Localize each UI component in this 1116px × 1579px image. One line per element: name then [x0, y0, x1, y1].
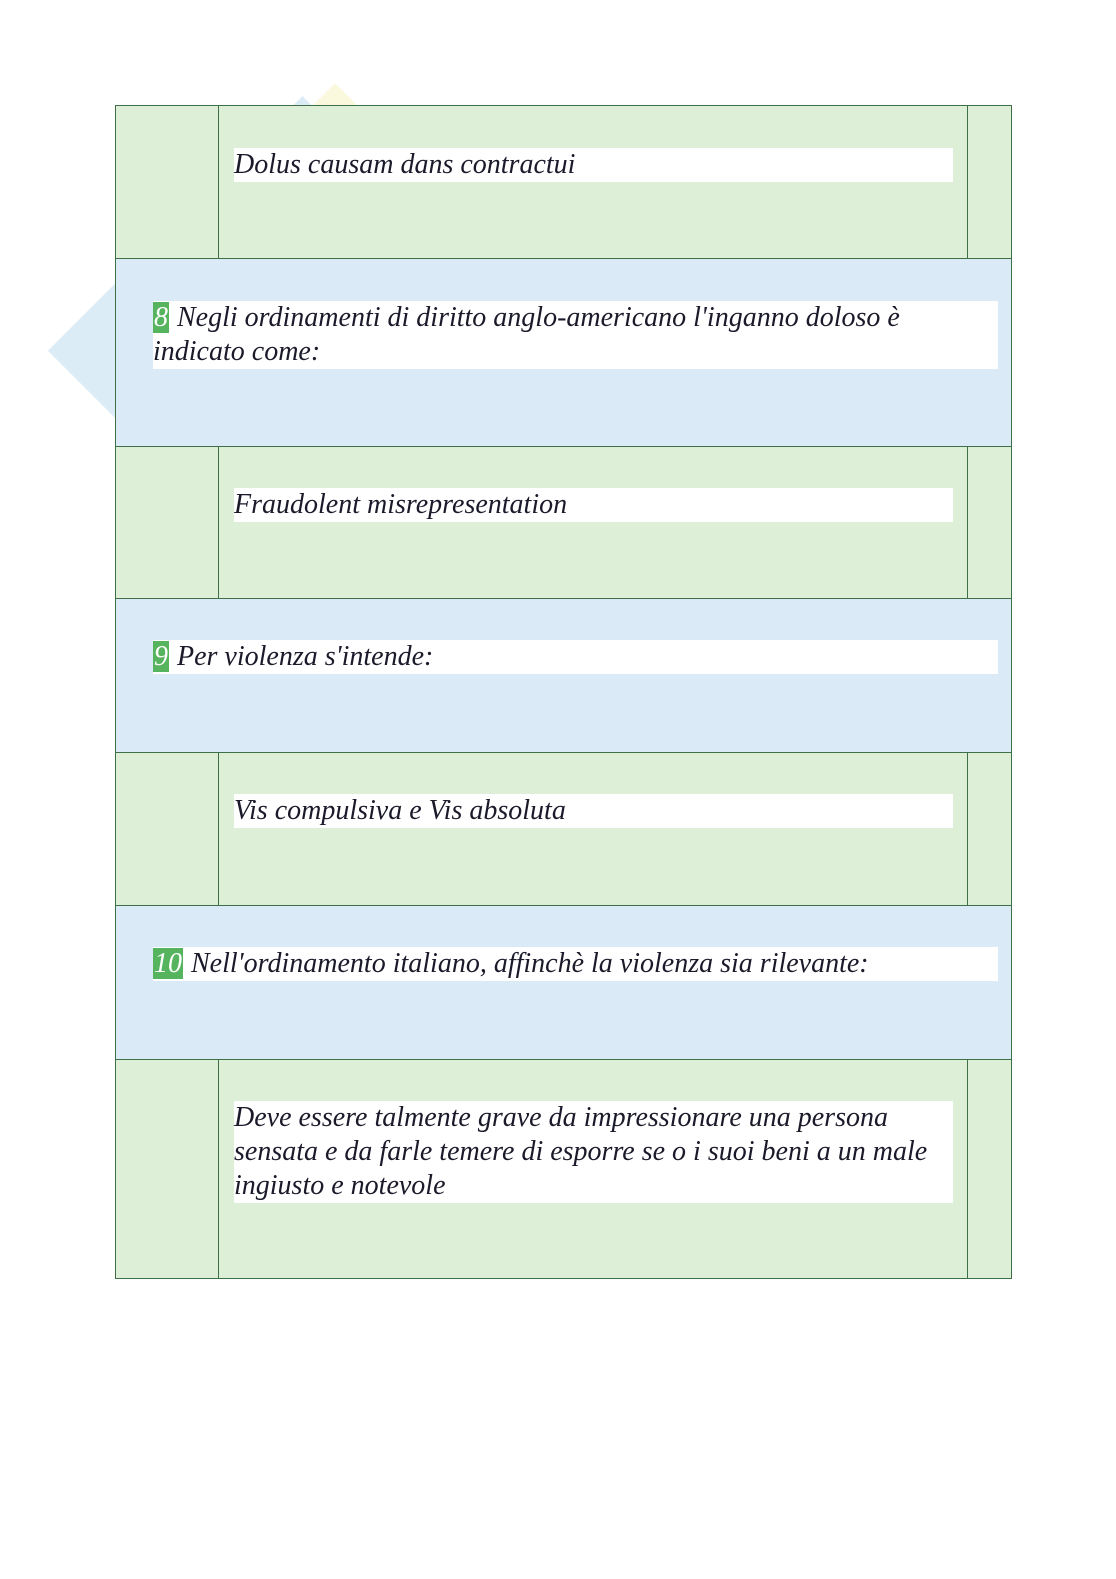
right-cell [967, 106, 1011, 258]
question-row [116, 259, 1011, 447]
right-cell [967, 447, 1011, 598]
question-row [116, 599, 1011, 753]
left-cell [116, 1060, 219, 1278]
right-cell [967, 1060, 1011, 1278]
quiz-table [115, 105, 1012, 1279]
answer-row [116, 447, 1011, 599]
left-cell [116, 106, 219, 258]
answer-text: Deve essere talmente grave da impressionare una persona sensata e da farle temere di esporre se o i suoi beni a un male ingiusto e notevole [234, 1101, 953, 1203]
answer-text: Dolus causam dans contractui [234, 148, 953, 182]
question-text-block [153, 640, 998, 674]
question-text: Per violenza s'intende: [177, 641, 434, 672]
question-text: Nell'ordinamento italiano, affinchè la violenza sia rilevante: [191, 948, 869, 979]
left-cell [116, 753, 219, 905]
left-cell [116, 447, 219, 598]
question-number-badge: 10 [154, 948, 182, 979]
answer-row [116, 1060, 1011, 1278]
question-text-block [153, 301, 998, 369]
question-text: Negli ordinamenti di diritto anglo-americano l'inganno doloso è indicato come: [153, 302, 900, 367]
question-number-badge: 9 [154, 641, 168, 672]
answer-text: Fraudolent misrepresentation [234, 488, 953, 522]
answer-row [116, 753, 1011, 906]
question-number-badge: 8 [154, 302, 168, 333]
answer-row [116, 106, 1011, 259]
right-cell [967, 753, 1011, 905]
answer-text: Vis compulsiva e Vis absoluta [234, 794, 953, 828]
question-text-block [153, 947, 998, 981]
question-row [116, 906, 1011, 1060]
